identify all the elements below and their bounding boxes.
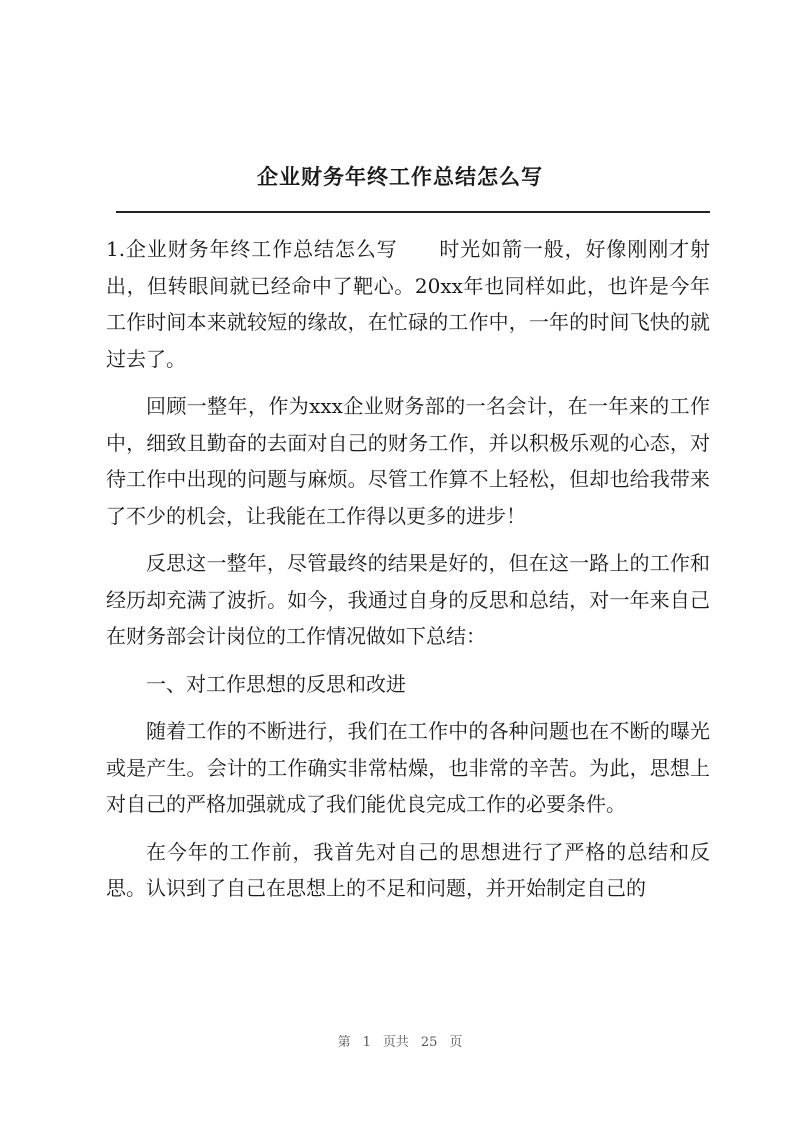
section-heading: 一、对工作思想的反思和改进 xyxy=(146,671,406,696)
footer-total-pages: 25 xyxy=(420,1035,438,1050)
footer-middle: 页共 xyxy=(382,1035,409,1050)
title-divider xyxy=(116,211,710,213)
footer-prefix: 第 xyxy=(337,1035,351,1050)
paragraph-5: 在今年的工作前，我首先对自己的思想进行了严格的总结和反思。认识到了自己在思想上的不足和问题，并开始制定自己的 xyxy=(106,839,710,900)
footer-suffix: 页 xyxy=(449,1035,463,1050)
page-footer xyxy=(0,1031,800,1050)
paragraph-3: 反思这一整年，尽管最终的结果是好的，但在这一路上的工作和经历却充满了波折。如今，我通过自身的反思和总结，对一年来自己在财务部会计岗位的工作情况做如下总结： xyxy=(106,551,710,648)
footer-page-number: 1 xyxy=(362,1035,371,1050)
paragraph-1: 1.企业财务年终工作总结怎么写 时光如箭一般，好像刚刚才射出，但转眼间就已经命中了靶心。20xx年也同样如此，也许是今年工作时间本来就较短的缘故，在忙碌的工作中，一年的时间飞快的就过去了。 xyxy=(106,237,710,371)
paragraph-2: 回顾一整年，作为xxx企业财务部的一名会计，在一年来的工作中，细致且勤奋的去面对自己的财务工作，并以积极乐观的心态，对待工作中出现的问题与麻烦。尽管工作算不上轻松，但却也给我带来了不少的机会，让我能在工作得以更多的进步！ xyxy=(106,394,710,528)
document-body xyxy=(106,231,710,918)
paragraph-4: 随着工作的不断进行，我们在工作中的各种问题也在不断的曝光或是产生。会计的工作确实非常枯燥，也非常的辛苦。为此，思想上对自己的严格加强就成了我们能优良完成工作的必要条件。 xyxy=(106,719,710,816)
document-title: 企业财务年终工作总结怎么写 xyxy=(257,164,543,189)
